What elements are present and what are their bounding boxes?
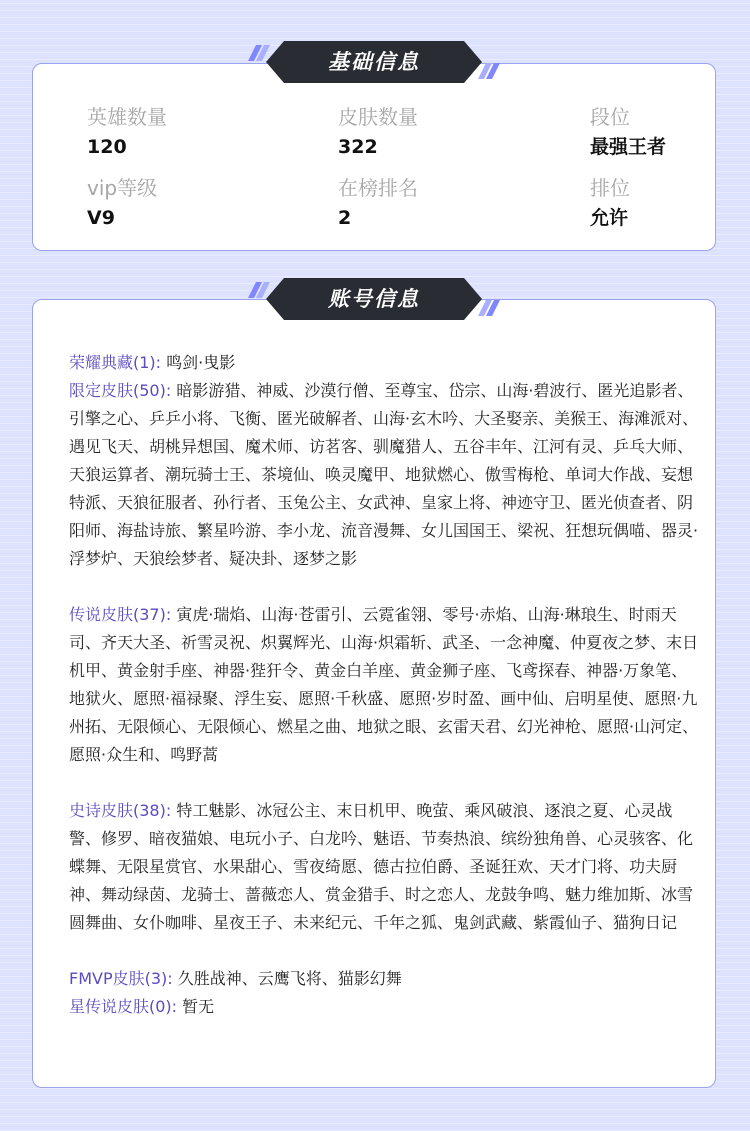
section-items: 暗影游猎、神威、沙漠行僧、至尊宝、岱宗、山海·碧波行、匿光追影者、引擎之心、乒乒小将、飞衡、匿光破解者、山海·玄木吟、大圣娶亲、美猴王、海滩派对、遇见飞天、胡桃异想国、魔术师、访茗客、驯魔猎人、五谷丰年、江河有灵、乒乓大师、天狼运算者、潮玩骑士王、茶境仙、唤灵魔甲、地狱燃心、傲雪梅枪、单词大作战、妄想特派、天狼征服者、孙行者、玉兔公主、女武神、皇家上将、神迹守卫、匿光侦查者、阴阳师、海盐诗旅、繁星吟游、李小龙、流音漫舞、女儿国国王、梁祝、狂想玩偶喵、器灵·浮梦炉、天狼绘梦者、疑决卦、逐梦之影 — [69, 381, 699, 568]
section-items: 特工魅影、冰冠公主、末日机甲、晚萤、乘风破浪、逐浪之夏、心灵战警、修罗、暗夜猫娘、电玩小子、白龙吟、魅语、节奏热浪、缤纷独角兽、心灵骇客、化蝶舞、无限星赏官、水果甜心、雪夜绮愿、德古拉伯爵、圣诞狂欢、天才门将、功夫厨神、舞动绿茵、龙骑士、蔷薇恋人、赏金猎手、时之恋人、龙鼓争鸣、魅力维加斯、冰雪圆舞曲、女仆咖啡、星夜王子、未来纪元、千年之狐、鬼剑武藏、紫霞仙子、猫狗日记 — [69, 801, 694, 932]
stat-label: 皮肤数量 — [338, 105, 418, 129]
stat-leaderboard-rank — [338, 175, 418, 231]
stat-rank-tier — [590, 104, 666, 160]
stat-value: 322 — [338, 136, 378, 158]
section-epic-skins — [69, 797, 699, 937]
stat-value: 允许 — [590, 207, 629, 229]
account-info-banner — [246, 276, 502, 322]
section-label: 星传说皮肤(0): — [69, 997, 178, 1016]
account-info-card — [32, 299, 716, 1088]
section-label: FMVP皮肤(3): — [69, 969, 173, 988]
section-items: 久胜战神、云鹰飞将、猫影幻舞 — [177, 969, 402, 988]
account-info-title: 账号信息 — [328, 287, 420, 311]
stat-label: 段位 — [590, 105, 630, 129]
account-skin-list — [69, 349, 699, 1021]
section-glory-collection — [69, 349, 699, 377]
stat-ranked-play — [590, 175, 630, 231]
stat-label: vip等级 — [87, 176, 158, 200]
section-limited-skins — [69, 377, 699, 573]
section-items: 暂无 — [182, 997, 215, 1016]
section-items: 寅虎·瑞焰、山海·苍雷引、云霓雀翎、零号·赤焰、山海·琳琅生、时雨天司、齐天大圣、祈雪灵祝、炽翼辉光、山海·炽霜斩、武圣、一念神魔、仲夏夜之梦、末日机甲、黄金射手座、神器·狴犴令、黄金白羊座、黄金狮子座、飞鸢探春、神器·万象笔、地狱火、愿照·福禄聚、浮生妄、愿照·千秋盛、愿照·岁时盈、画中仙、启明星使、愿照·九州拓、无限倾心、无限倾心、燃星之曲、地狱之眼、玄雷天君、幻光神枪、愿照·山河定、愿照·众生和、鸣野蒿 — [69, 605, 699, 764]
section-items: 鸣剑·曳影 — [166, 353, 236, 372]
section-label: 传说皮肤(37): — [69, 605, 172, 624]
section-legendary-skins — [69, 601, 699, 769]
section-spacer — [69, 937, 699, 965]
basic-info-banner — [246, 39, 502, 85]
stat-vip-level — [87, 175, 157, 231]
basic-info-card — [32, 63, 716, 251]
section-label: 限定皮肤(50): — [69, 381, 172, 400]
section-label: 史诗皮肤(38): — [69, 801, 172, 820]
section-fmvp-skins — [69, 965, 699, 993]
stat-value: 2 — [338, 207, 352, 229]
stat-value: V9 — [87, 207, 115, 229]
stat-value: 最强王者 — [590, 136, 667, 158]
basic-info-title: 基础信息 — [328, 50, 420, 74]
stat-label: 英雄数量 — [87, 105, 167, 129]
stat-value: 120 — [87, 136, 127, 158]
stat-hero-count — [87, 104, 167, 160]
section-spacer — [69, 573, 699, 601]
section-star-legend-skins — [69, 993, 699, 1021]
section-spacer — [69, 769, 699, 797]
stat-label: 在榜排名 — [338, 176, 418, 200]
section-label: 荣耀典藏(1): — [69, 353, 162, 372]
stat-label: 排位 — [590, 176, 630, 200]
stat-skin-count — [338, 104, 418, 160]
